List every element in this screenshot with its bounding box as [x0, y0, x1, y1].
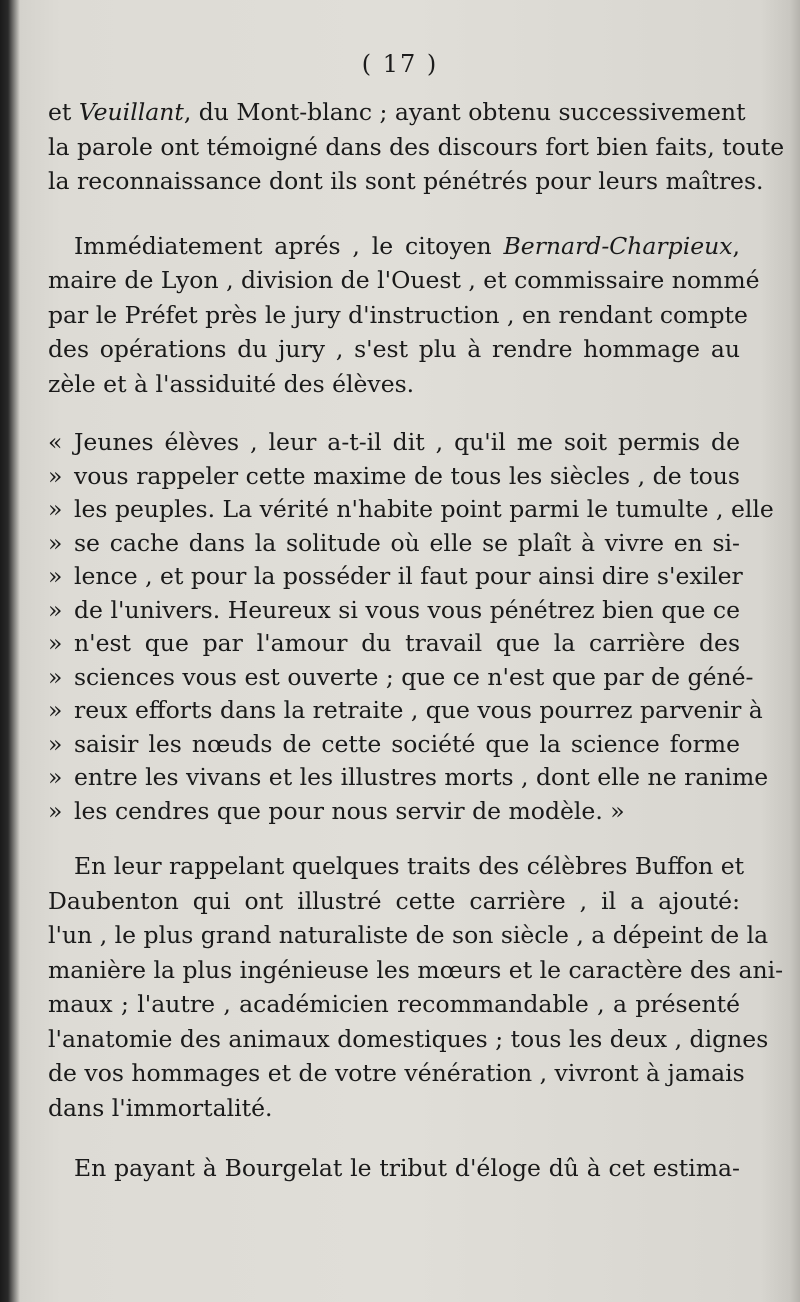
quote-text: les peuples. La vérité n'habite point parmi le tumulte , elle [74, 495, 774, 523]
text-line: la parole ont témoigné dans des discours fort bien faits, toute [48, 132, 785, 161]
text-line: l'anatomie des animaux domestiques ; tous les deux , dignes [48, 1024, 769, 1053]
paragraph-2 [48, 229, 760, 402]
text-line: la reconnaissance dont ils sont pénétrés pour leurs maîtres. [48, 167, 764, 195]
quote-text: les cendres que pour nous servir de modèle. » [74, 796, 625, 825]
text-line: et Veuillant, du Mont-blanc ; ayant obtenu successivement [48, 98, 746, 126]
quote-mark: » [48, 729, 63, 758]
text-line: de vos hommages et de votre vénération , vivront à jamais [48, 1059, 745, 1087]
quote-line [48, 626, 740, 660]
quote-mark: » [48, 528, 63, 557]
quote-text: vous rappeler cette maxime de tous les siècles , de tous [74, 461, 740, 490]
quote-mark: » [48, 763, 63, 791]
quote-line [48, 593, 740, 627]
quote-mark: » [48, 461, 63, 490]
text-line: dans l'immortalité. [48, 1093, 273, 1122]
quote-line [48, 425, 740, 459]
text-line: manière la plus ingénieuse les mœurs et le caractère des ani- [48, 955, 784, 984]
paragraph-1 [48, 95, 785, 199]
quote-text: de l'univers. Heureux si vous vous pénétrez bien que ce [74, 595, 740, 624]
italic-name: Bernard-Charpieux [503, 231, 733, 260]
quote-mark: » [48, 696, 63, 724]
quote-line [48, 760, 769, 794]
text-line: Immédiatement aprés , le citoyen Bernard-Charpieux, [74, 231, 740, 260]
quote-text: se cache dans la solitude où elle se plaît à vivre en si- [74, 528, 740, 557]
text-line: l'un , le plus grand naturaliste de son siècle , a dépeint de la [48, 921, 769, 949]
page-number: ( 17 ) [361, 50, 439, 78]
text-line: des opérations du jury , s'est plu à rendre hommage au [48, 335, 740, 363]
text-line: maux ; l'autre , académicien recommandable , a présenté [48, 990, 740, 1018]
quote-mark: » [48, 662, 63, 691]
quote-text: entre les vivans et les illustres morts , dont elle ne ranime [74, 763, 769, 791]
quote-text: saisir les nœuds de cette société que la science forme [74, 729, 740, 758]
paragraph-4 [48, 849, 784, 1125]
quote-mark: » [48, 562, 63, 590]
quote-mark: « [48, 428, 63, 456]
quote-line [48, 727, 740, 761]
quote-text: n'est que par l'amour du travail que la carrière des [74, 629, 740, 657]
page-text [48, 95, 785, 1186]
text-line: zèle et à l'assiduité des élèves. [48, 369, 415, 398]
quote-line [48, 693, 763, 727]
quotation [48, 425, 774, 827]
quote-text: reux efforts dans la retraite , que vous pourrez parvenir à [74, 696, 763, 724]
text-line: Daubenton qui ont illustré cette carrière , il a ajouté: [48, 886, 740, 915]
quote-line [48, 794, 740, 828]
quote-mark: » [48, 796, 63, 825]
quote-mark: » [48, 495, 63, 523]
quote-text: sciences vous est ouverte ; que ce n'est que par de géné- [74, 662, 754, 691]
text-line: En leur rappelant quelques traits des célèbres Buffon et [74, 852, 745, 880]
text-line: par le Préfet près le jury d'instruction , en rendant compte [48, 300, 748, 329]
quote-line [48, 459, 740, 493]
text-line: En payant à Bourgelat le tribut d'éloge dû à cet estima- [74, 1154, 740, 1182]
quote-mark: » [48, 595, 63, 624]
quote-mark: » [48, 629, 63, 657]
paragraph-5 [48, 1151, 740, 1186]
text-line: maire de Lyon , division de l'Ouest , et commissaire nommé [48, 266, 760, 294]
italic-name: Veuillant [78, 98, 184, 126]
quote-line [48, 492, 774, 526]
quote-line [48, 526, 740, 560]
quote-text: lence , et pour la posséder il faut pour ainsi dire s'exiler [74, 562, 743, 590]
quote-text: Jeunes élèves , leur a-t-il dit , qu'il me soit permis de [74, 428, 740, 456]
quote-line [48, 660, 754, 694]
quote-line [48, 559, 743, 593]
